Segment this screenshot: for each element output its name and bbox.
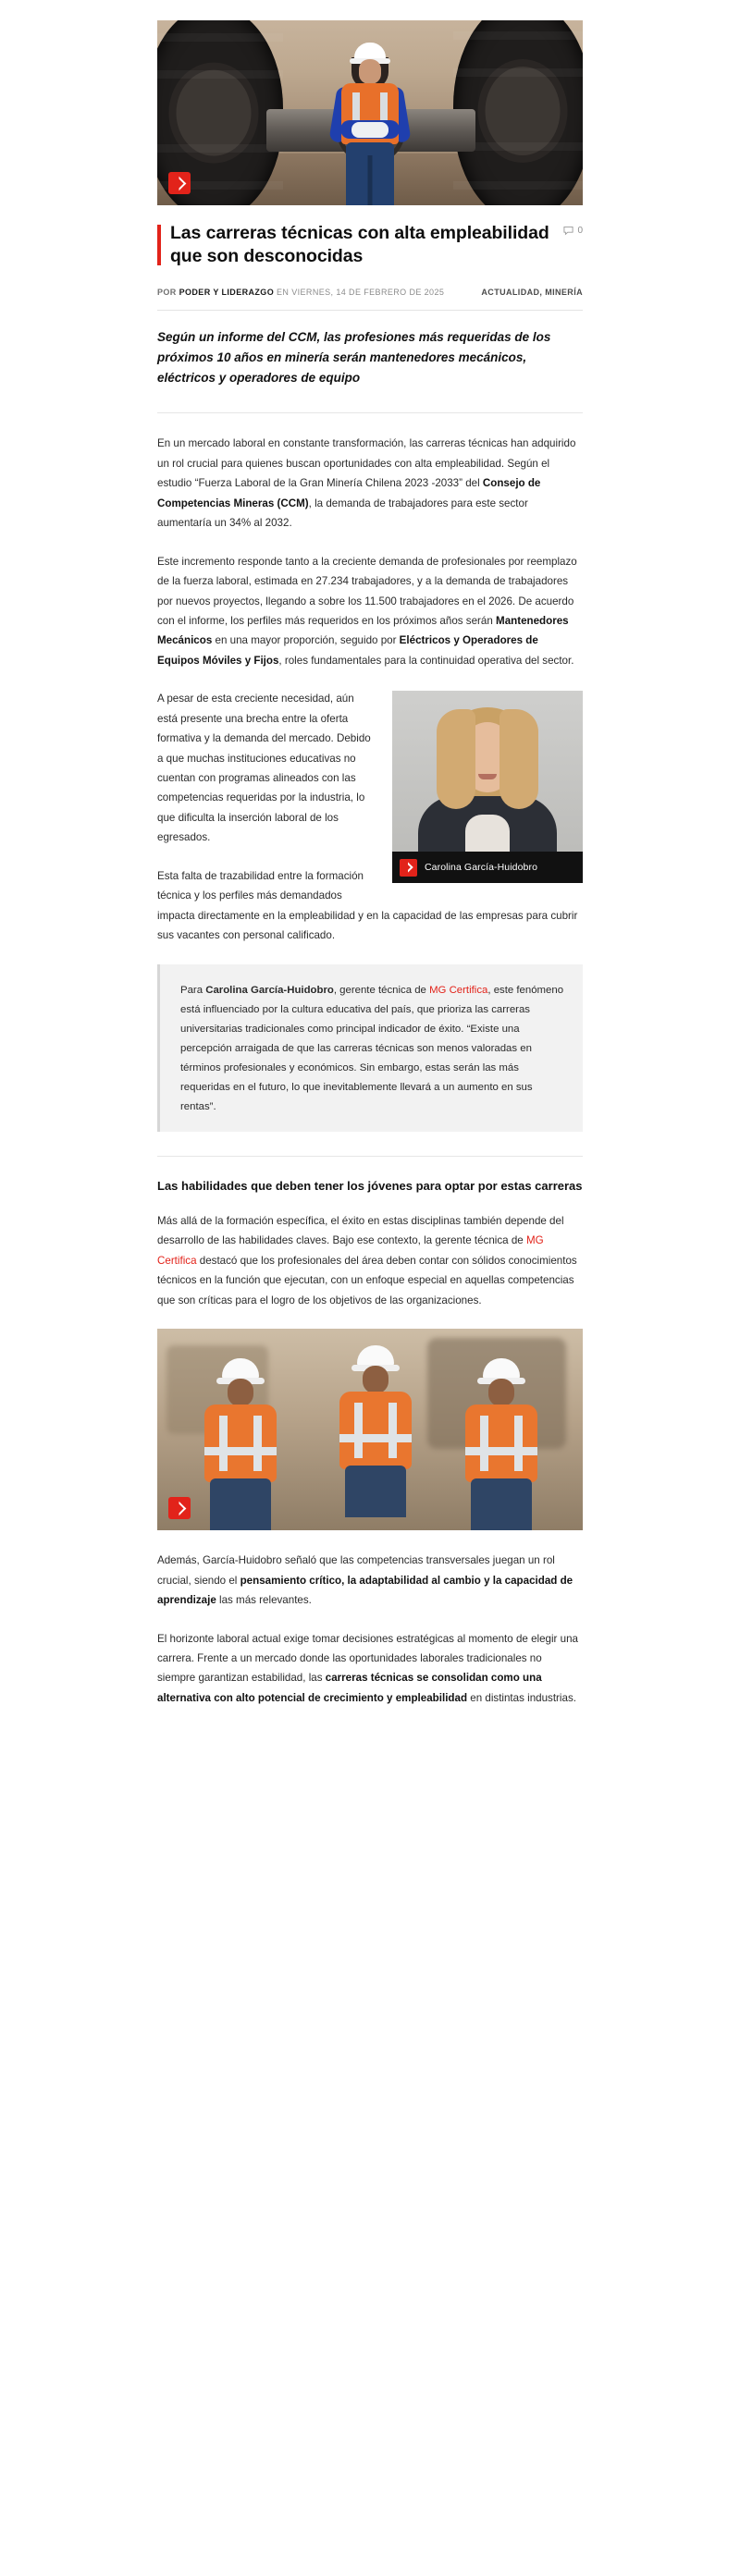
paragraph-8 xyxy=(157,1629,583,1709)
byline-date: VIERNES, 14 DE FEBRERO DE 2025 xyxy=(291,287,445,297)
p1-part-a: En un mercado laboral en constante transformación, las carreras técnicas han adquirido un rol crucial para quienes buscan oportunidades con alta empleabilidad. Según el estudio “Fuerza Laboral de la Gran Minería Chilena 2023 -2033” del xyxy=(157,437,576,490)
page-title: Las carreras técnicas con alta empleabilidad que son desconocidas xyxy=(170,223,549,267)
p8-bold-carreras: carreras técnicas se consolidan como una alternativa con alto potencial de crecimiento y empleabilidad xyxy=(157,1672,542,1704)
title-accent-bar xyxy=(157,225,161,265)
p8-part-c: en distintas industrias. xyxy=(467,1691,576,1704)
article-content xyxy=(157,20,583,1708)
comments-count[interactable] xyxy=(563,222,583,236)
safety-helmet-icon xyxy=(357,1345,394,1368)
safety-helmet-icon xyxy=(222,1358,259,1380)
comments-count-value: 0 xyxy=(577,226,583,236)
portrait-caption-bar xyxy=(392,852,583,883)
portrait-caption: Carolina García-Huidobro xyxy=(425,862,538,874)
article-lead: Según un informe del CCM, las profesiones más requeridas de los próximos 10 años en minería serán mantenedores mecánicos, eléctricos y operadores de equipo xyxy=(157,329,551,386)
p2-bold-electricos: Eléctricos y Operadores de Equipos Móviles y Fijos xyxy=(157,634,538,667)
byline-divider xyxy=(157,310,583,311)
comment-icon xyxy=(563,226,574,236)
p6-part-b: destacó que los profesionales del área deben contar con sólidos conocimientos técnicos en la función que ejecutan, con un enfoque especial en aquellas competencias que son críticas para el logro de los objetivos de las organizaciones. xyxy=(157,1254,577,1306)
quote-part-c: , este fenómeno está influenciado por la cultura educativa del país, que prioriza las carreras universitarias tradicionales como principal indicador de éxito. “Existe una percepción arraigada de que las carreras técnicas son menos valoradas en términos profesionales y económicos. Sin embargo, estas serán las más requeridas en el futuro, lo que inevitablemente llevará a un aumento en sus rentas”. xyxy=(180,984,564,1113)
tyre-hub-left xyxy=(177,70,252,156)
portrait-person xyxy=(418,704,557,852)
worker-right xyxy=(446,1358,557,1530)
inline-image-workers xyxy=(157,1329,583,1530)
p6-part-a: Más allá de la formación específica, el éxito en estas disciplinas también depende del desarrollo de las habilidades claves. Bajo ese contexto, la gerente técnica de xyxy=(157,1215,564,1247)
byline-left xyxy=(157,288,444,297)
byline-categories[interactable]: ACTUALIDAD, MINERÍA xyxy=(481,287,583,297)
pull-quote xyxy=(157,964,583,1133)
safety-helmet-icon xyxy=(354,43,386,61)
title-row xyxy=(157,222,583,269)
paragraph-3: A pesar de esta creciente necesidad, aún está presente una brecha entre la oferta formativa y la demanda del mercado. Debido a que muchas instituciones educativas no cuentan con programas alineados con las competencias requeridas por la industria, lo que dificulta la inserción laboral de los egresados. xyxy=(157,693,371,844)
paragraph-2 xyxy=(157,552,583,671)
lead-divider xyxy=(157,412,583,413)
p8-part-a: El horizonte laboral actual exige tomar decisiones estratégicas al momento de elegir una carrera. Frente a un mercado donde las oportunidades laborales tradicionales no siempre garantizan estabilidad, las xyxy=(157,1632,578,1685)
quote-person-name: Carolina García-Huidobro xyxy=(205,984,334,996)
byline-author[interactable]: PODER Y LIDERAZGO xyxy=(179,287,275,297)
byline xyxy=(157,288,583,297)
worker-center xyxy=(314,1345,437,1530)
pull-quote-text xyxy=(180,981,564,1118)
paragraph-4: Esta falta de trazabilidad entre la formación técnica y los perfiles más demandados impacta directamente en la empleabilidad y en la capacidad de las empresas para cubrir sus vacantes con personal calificado. xyxy=(157,869,578,942)
p6-link-mg-certifica[interactable]: MG Certifica xyxy=(157,1234,544,1267)
p1-bold-ccm: Consejo de Competencias Mineras (CCM) xyxy=(157,477,541,509)
p2-part-e: , roles fundamentales para la continuidad operativa del sector. xyxy=(278,654,574,667)
quote-link-mg-certifica[interactable]: MG Certifica xyxy=(429,984,488,996)
hero-image xyxy=(157,20,583,205)
worker-left xyxy=(185,1358,296,1530)
quote-part-a: Para xyxy=(180,984,206,996)
paragraph-6 xyxy=(157,1211,583,1310)
safety-helmet-icon xyxy=(483,1358,520,1380)
paragraph-7 xyxy=(157,1551,583,1610)
p2-part-c: en una mayor proporción, seguido por xyxy=(212,634,400,647)
byline-en: EN xyxy=(277,287,290,297)
section-subheading: Las habilidades que deben tener los jóvenes para optar por estas carreras xyxy=(157,1179,583,1194)
paragraph-1 xyxy=(157,434,583,533)
p7-bold-competencias: pensamiento crítico, la adaptabilidad al cambio y la capacidad de aprendizaje xyxy=(157,1574,574,1607)
p7-part-c: las más relevantes. xyxy=(216,1594,312,1607)
p2-bold-mantenedores: Mantenedores Mecánicos xyxy=(157,614,569,647)
quote-part-b: , gerente técnica de xyxy=(333,984,430,996)
byline-por: POR xyxy=(157,287,177,297)
worker-figure xyxy=(326,43,414,205)
publisher-logo-icon xyxy=(168,1497,191,1519)
publisher-logo-icon xyxy=(400,859,417,877)
p1-part-c: , la demanda de trabajadores para este sector aumentaría un 34% al 2032. xyxy=(157,497,528,530)
p2-part-a: Este incremento responde tanto a la creciente demanda de profesionales por reemplazo de la fuerza laboral, estimada en 27.234 trabajadores, y a la demanda de trabajadores por nuevos proyectos, llegando a sobre los 11.500 trabajadores en el 2026. De acuerdo con el informe, los perfiles más requeridos en los próximos años serán xyxy=(157,555,577,627)
publisher-logo-icon xyxy=(168,172,191,194)
portrait-image xyxy=(392,691,583,883)
quote-divider xyxy=(157,1156,583,1157)
hero-photo xyxy=(157,20,583,205)
p7-part-a: Además, García-Huidobro señaló que las competencias transversales juegan un rol crucial, siendo el xyxy=(157,1554,555,1587)
